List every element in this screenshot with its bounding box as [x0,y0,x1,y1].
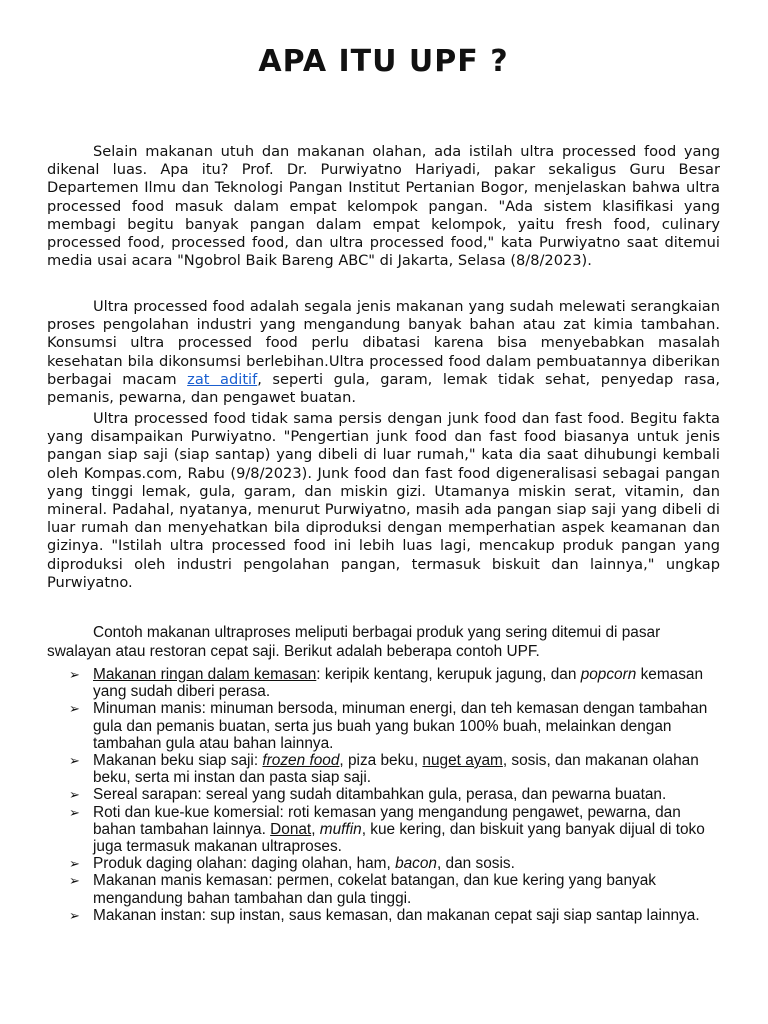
item-text: Makanan manis kemasan: permen, cokelat batangan, dan kue kering yang banyak mengandung bahan tambahan dan gula tinggi. [93,872,656,907]
item-italic-underlined-term: frozen food [262,752,340,770]
item-underlined-term: nuget ayam [422,752,503,770]
item-italic-term: popcorn [580,666,637,683]
arrow-bullet-icon: ➢ [69,907,80,923]
list-item [47,804,720,856]
page-title: APA ITU UPF ? [258,44,509,79]
paragraph-1: Selain makanan utuh dan makanan olahan, ada istilah ultra processed food yang dikenal luas. Apa itu? Prof. Dr. Purwiyatno Hariyadi, pakar sekaligus Guru Besar Departemen Ilmu dan Teknologi Pangan Institut Pertanian Bogor, menjelaskan bahwa ultra processed food masuk dalam empat kelompok pangan. "Ada sistem klasifikasi yang membagi begitu banyak pangan dalam empat kelompok, yaitu fresh food, culinary processed food, processed food, dan ultra processed food," kata Purwiyatno saat ditemui media usai acara "Ngobrol Baik Bareng ABC" di Jakarta, Selasa (8/8/2023). [47,143,720,270]
item-text: , [311,820,320,838]
list-item [47,786,720,803]
arrow-bullet-icon: ➢ [69,856,80,872]
item-text: Minuman manis: minuman bersoda, minuman energi, dan teh kemasan dengan tambahan gula dan pemanis buatan, serta jus buah yang bukan 100% buah, melainkan dengan tambahan gula atau bahan lainnya. [93,700,708,752]
paragraph-2 [47,298,720,407]
arrow-bullet-icon: ➢ [69,804,80,820]
list-item [47,907,720,924]
item-text: , kue kering, dan biskuit yang banyak dijual di toko juga termasuk makanan ultraproses. [93,820,705,856]
arrow-bullet-icon: ➢ [69,753,80,769]
item-text: Makanan instan: sup instan, saus kemasan, dan makanan cepat saji siap santap lainnya. [93,906,700,924]
paragraph-3: Ultra processed food tidak sama persis dengan junk food dan fast food. Begitu fakta yang disampaikan Purwiyatno. "Pengertian junk food dan fast food biasanya untuk jenis pangan siap saji (siap santap) yang dibeli di luar rumah," kata dia saat dihubungi kembali oleh Kompas.com, Rabu (9/8/2023). Junk food dan fast food digeneralisasi sebagai pangan yang tinggi lemak, gula, garam, dan miskin gizi. Utamanya miskin serat, vitamin, dan mineral. Padahal, nyatanya, menurut Purwiyatno, masih ada pangan siap saji yang dibeli di luar rumah dan menyehatkan bila diproduksi dengan memperhatian aspek keamanan dan gizinya. "Istilah ultra processed food ini lebih luas lagi, mencakup produk pangan yang diproduksi oleh industri pengolahan pangan, termasuk biskuit dan lainnya," ungkap Purwiyatno. [47,410,720,591]
zat-aditif-link[interactable]: zat aditif [187,370,258,388]
item-text: Roti dan kue-kue komersial: roti kemasan yang mengandung pengawet, pewarna, dan bahan tambahan lainnya. [93,803,681,838]
item-underlined-term: Donat [270,820,312,838]
paragraph-4: Contoh makanan ultraproses meliputi berbagai produk yang sering ditemui di pasar swalayan atau restoran cepat saji. Berikut adalah beberapa contoh UPF. [47,624,661,660]
item-text: Produk daging olahan: daging olahan, ham, [93,855,396,873]
arrow-bullet-icon: ➢ [69,667,80,682]
item-italic-term: bacon [395,855,437,873]
item-lead-underlined: Makanan ringan dalam kemasan [93,666,317,683]
list-item [47,855,720,872]
item-text: , piza beku, [339,752,423,770]
item-text: kemasan yang sudah diberi perasa. [93,666,704,701]
arrow-bullet-icon: ➢ [69,787,80,803]
arrow-bullet-icon: ➢ [69,873,80,889]
arrow-bullet-icon: ➢ [69,701,80,717]
paragraph-2-text-a: Ultra processed food adalah segala jenis makanan yang sudah melewati serangkaian proses pengolahan industri yang mengandung banyak bahan atau zat kimia tambahan. Konsumsi ultra processed food perlu dibatasi karena bisa menyebabkan masalah kesehatan bila dikonsumsi berlebihan.Ultra processed food dalam pembuatannya diberikan berbagai macam [47,298,720,388]
upf-example-list [47,666,720,924]
item-text: : keripik kentang, kerupuk jagung, dan [316,666,581,683]
item-text: , sosis, dan makanan olahan beku, serta mi instan dan pasta siap saji. [93,752,699,787]
list-item [47,666,720,700]
paragraph-2-text-b: , seperti gula, garam, lemak tidak sehat, penyedap rasa, pemanis, pewarna, dan pengawet buatan. [47,370,720,407]
list-item [47,752,720,786]
list-item [47,872,720,906]
list-item [47,700,720,752]
item-text: , dan sosis. [437,855,515,873]
item-text: Makanan beku siap saji: [93,752,263,770]
item-text: Sereal sarapan: sereal yang sudah ditambahkan gula, perasa, dan pewarna buatan. [93,786,667,804]
item-italic-term: muffin [319,820,362,838]
